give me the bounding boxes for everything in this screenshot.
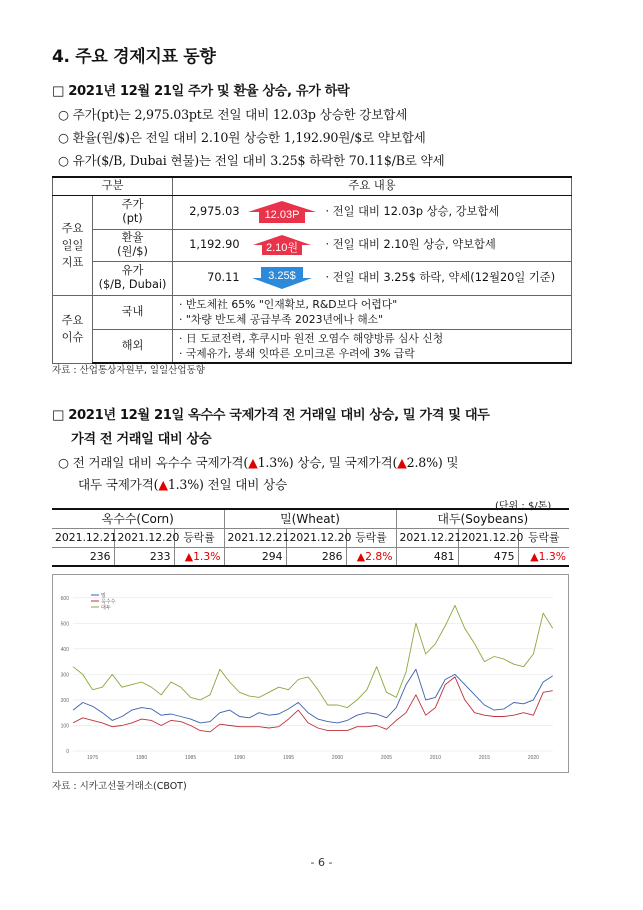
issue-line: · 반도체社 65% "인재확보, R&D보다 어렵다" [179, 298, 398, 311]
section-heading-grains: □ 2021년 12월 21일 옥수수 국제가격 전 거래일 대비 상승, 밀 가격 및 대두 [52, 408, 490, 423]
y-tick-label: 0 [66, 749, 69, 755]
wheat-change: ▲2.8% [346, 547, 396, 566]
legend-label: 밀 [101, 592, 106, 599]
corn-price-1221: 236 [52, 547, 114, 566]
indicator-table [52, 176, 572, 364]
table-header-category: 구분 [53, 177, 173, 195]
row-desc-oil: · 전일 대비 3.25$ 하락, 약세(12월20일 기준) [320, 261, 572, 295]
x-tick-label: 1995 [282, 755, 295, 761]
down-arrow-icon [244, 261, 320, 295]
row-desc-stock: · 전일 대비 12.03p 상승, 강보합세 [320, 195, 572, 229]
bullet-grains-cont: 대두 국제가격(▲1.3%) 전일 대비 상승 [78, 477, 287, 492]
bullet-exchange-rate: ○ 환율(원/$)은 전일 대비 2.10원 상승한 1,192.90원/$로 약보합세 [58, 130, 426, 145]
group-wheat: 밀(Wheat) [224, 509, 396, 528]
row-value-exchange: 1,192.90 [173, 229, 244, 261]
up-triangle-icon: ▲ [530, 549, 539, 563]
table-source: 자료 : 산업통상자원부, 일일산업동향 [52, 365, 205, 376]
issue-line: · 日 도쿄전력, 후쿠시마 원전 오염수 해양방류 심사 신청 [179, 331, 444, 345]
issue-label-domestic: 국내 [93, 295, 173, 329]
issue-line: · 국제유가, 봉쇄 잇따른 오미크론 우려에 3% 급락 [179, 346, 415, 360]
grain-price-table [52, 508, 569, 567]
row-value-oil: 70.11 [173, 261, 244, 295]
x-tick-label: 2000 [331, 755, 344, 761]
bullet-oil: ○ 유가($/B, Dubai 현물)는 전일 대비 3.25$ 하락한 70.11$/B로 약세 [58, 153, 445, 168]
group-corn: 옥수수(Corn) [52, 509, 224, 528]
soy-price-1221: 481 [396, 547, 458, 566]
soy-change: ▲1.3% [518, 547, 569, 566]
subheader-change: 등락률 [518, 528, 569, 547]
change-label: 2.10원 [265, 242, 298, 254]
subheader-date-1221: 2021.12.21 [224, 528, 286, 547]
chart-source: 자료 : 시카고선물거래소(CBOT) [52, 781, 187, 792]
subheader-date-1221: 2021.12.21 [396, 528, 458, 547]
subheader-date-1220: 2021.12.20 [286, 528, 346, 547]
section-heading-grains-cont: 가격 전 거래일 대비 상승 [71, 432, 212, 447]
section-heading-indicators: □ 2021년 12월 21일 주가 및 환율 상승, 유가 하락 [52, 84, 350, 99]
issue-line: · "차량 반도체 공급부족 2023년에나 해소" [179, 313, 384, 326]
group-issues: 주요 이슈 [53, 295, 93, 363]
up-triangle-icon: ▲ [184, 549, 194, 563]
y-tick-label: 500 [60, 621, 69, 628]
wheat-price-1221: 294 [224, 547, 286, 566]
y-tick-label: 600 [60, 595, 69, 602]
group-daily-indicators: 주요 일일 지표 [53, 195, 93, 295]
page-number: - 6 - [310, 856, 333, 869]
x-tick-label: 1975 [87, 755, 99, 761]
corn-change: ▲1.3% [174, 547, 224, 566]
subheader-date-1221: 2021.12.21 [52, 528, 114, 547]
legend-label: 옥수수 [101, 598, 116, 605]
row-value-stock: 2,975.03 [173, 195, 244, 229]
bullet-grains: ○ 전 거래일 대비 옥수수 국제가격(▲1.3%) 상승, 밀 국제가격(▲2.8%) 및 [58, 455, 459, 470]
subheader-date-1220: 2021.12.20 [458, 528, 518, 547]
series-line [73, 605, 553, 707]
subheader-date-1220: 2021.12.20 [114, 528, 174, 547]
issue-content-domestic [173, 295, 572, 329]
row-desc-exchange: · 전일 대비 2.10원 상승, 약보합세 [320, 229, 572, 261]
bullet-stock: ○ 주가(pt)는 2,975.03pt로 전일 대비 12.03p 상승한 강보합세 [58, 107, 408, 122]
legend-label: 대두 [101, 604, 111, 611]
x-tick-label: 2005 [380, 755, 393, 761]
chart-svg [53, 575, 568, 772]
up-triangle-icon: ▲ [248, 455, 258, 470]
issue-label-overseas: 해외 [93, 329, 173, 363]
change-label: 12.03P [264, 209, 299, 221]
row-label-oil: 유가 ($/B, Dubai) [93, 261, 173, 295]
page-title: 4. 주요 경제지표 동향 [52, 47, 216, 67]
series-line [73, 677, 553, 732]
table-header-content: 주요 내용 [173, 177, 572, 195]
wheat-price-1220: 286 [286, 547, 346, 566]
grain-price-chart [52, 574, 569, 773]
corn-price-1220: 233 [114, 547, 174, 566]
up-arrow-icon [244, 229, 320, 261]
up-arrow-icon [244, 195, 320, 229]
up-triangle-icon: ▲ [356, 549, 366, 563]
group-soybeans: 대두(Soybeans) [396, 509, 569, 528]
soy-price-1220: 475 [458, 547, 518, 566]
y-tick-label: 300 [60, 672, 69, 679]
row-label-exchange: 환율 (원/$) [93, 229, 173, 261]
issue-content-overseas [173, 329, 572, 363]
up-triangle-icon: ▲ [397, 455, 407, 470]
y-tick-label: 100 [60, 723, 69, 730]
y-tick-label: 400 [60, 646, 69, 653]
y-tick-label: 200 [60, 697, 69, 704]
x-tick-label: 1980 [136, 755, 148, 761]
row-label-stock: 주가 (pt) [93, 195, 173, 229]
x-tick-label: 2015 [478, 755, 490, 761]
subheader-change: 등락률 [346, 528, 396, 547]
series-line [73, 669, 553, 723]
x-tick-label: 2020 [527, 755, 539, 761]
x-tick-label: 1985 [184, 755, 197, 761]
unit-label: (단위 : $/톤) [495, 501, 552, 512]
x-tick-label: 1990 [233, 755, 246, 761]
up-triangle-icon: ▲ [158, 477, 168, 492]
x-tick-label: 2010 [429, 755, 442, 761]
subheader-change: 등락률 [174, 528, 224, 547]
change-label: 3.25$ [267, 270, 296, 282]
